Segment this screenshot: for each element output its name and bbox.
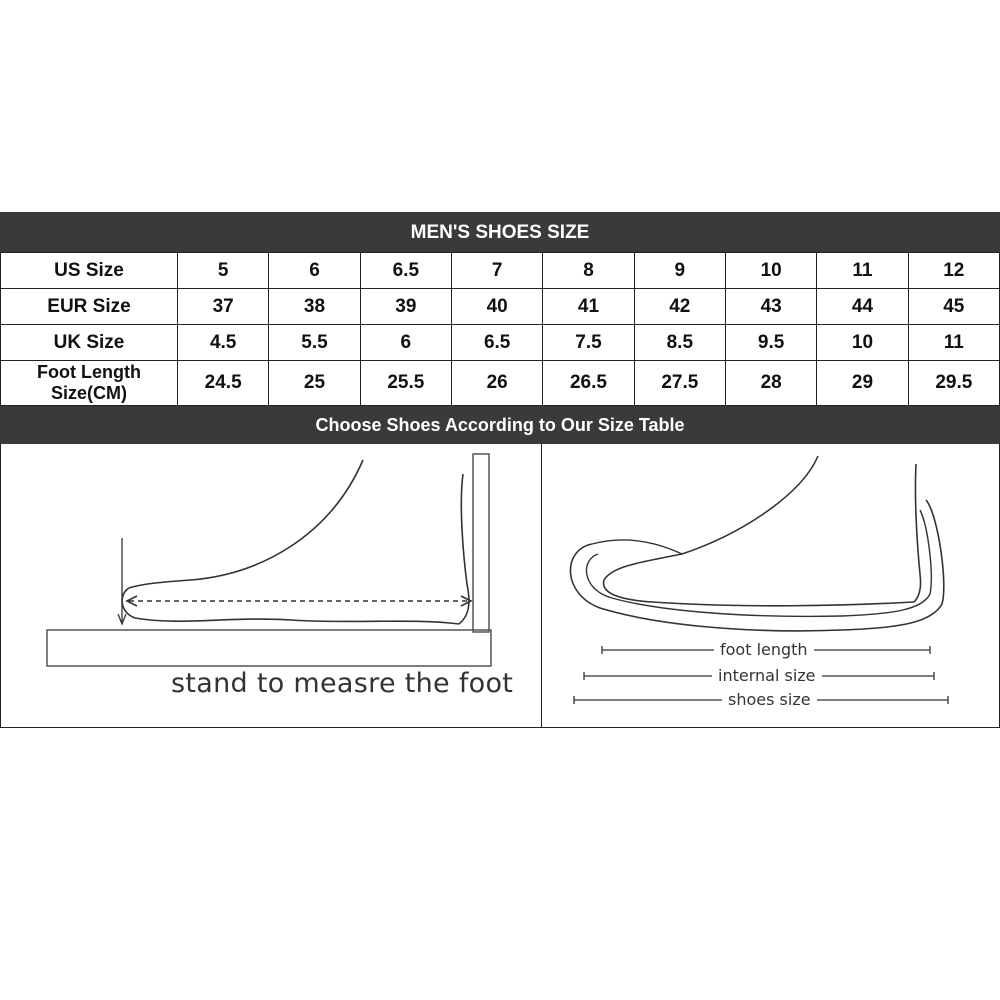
foot-length-label: foot length [714,640,814,659]
foot-in-shoe-outline [604,456,914,606]
table-cell: 43 [725,289,816,325]
chart-title: MEN'S SHOES SIZE [0,212,1000,252]
shoe-illustration [542,444,1000,728]
table-cell: 7.5 [543,325,634,361]
row-header-us: US Size [1,253,178,289]
row-header-eur: EUR Size [1,289,178,325]
table-cell: 26.5 [543,361,634,406]
table-cell: 12 [908,253,999,289]
foot-heel-outline [914,464,921,602]
row-header-foot-line2: Size(CM) [51,383,127,403]
table-cell: 29 [817,361,908,406]
size-table [0,252,1000,406]
row-header-uk: UK Size [1,325,178,361]
table-cell: 10 [725,253,816,289]
table-cell: 25.5 [360,361,451,406]
table-cell: 6.5 [360,253,451,289]
floor-board [47,630,491,666]
wall-block [473,454,489,632]
table-row-us [1,253,1000,289]
table-cell: 29.5 [908,361,999,406]
instruction-bar: Choose Shoes According to Our Size Table [0,406,1000,444]
table-cell: 27.5 [634,361,725,406]
table-cell: 9.5 [725,325,816,361]
table-cell: 37 [178,289,269,325]
table-cell: 8 [543,253,634,289]
table-cell: 38 [269,289,360,325]
table-cell: 6 [360,325,451,361]
table-cell: 11 [908,325,999,361]
table-cell: 6 [269,253,360,289]
table-row-foot-length [1,361,1000,406]
sole-outline [122,588,459,624]
table-cell: 5.5 [269,325,360,361]
table-cell: 9 [634,253,725,289]
table-cell: 40 [451,289,542,325]
table-cell: 42 [634,289,725,325]
row-header-foot-length [1,361,178,406]
table-cell: 10 [817,325,908,361]
table-cell: 4.5 [178,325,269,361]
table-cell: 26 [451,361,542,406]
table-row-uk [1,325,1000,361]
internal-size-label: internal size [712,666,822,685]
stand-caption: stand to measre the foot [171,668,514,699]
measurement-diagram [0,444,1000,728]
table-cell: 39 [360,289,451,325]
table-cell: 44 [817,289,908,325]
table-cell: 7 [451,253,542,289]
table-cell: 24.5 [178,361,269,406]
table-cell: 8.5 [634,325,725,361]
table-cell: 5 [178,253,269,289]
shoe-toe-top [592,540,682,554]
standing-foot-panel [1,444,542,728]
table-cell: 28 [725,361,816,406]
table-cell: 11 [817,253,908,289]
table-cell: 25 [269,361,360,406]
shoes-size-label: shoes size [722,690,817,709]
table-cell: 41 [543,289,634,325]
row-header-foot-line1: Foot Length [37,362,141,382]
table-cell: 6.5 [451,325,542,361]
table-cell: 45 [908,289,999,325]
table-row-eur [1,289,1000,325]
size-chart [0,212,1000,728]
shoe-measure-panel [542,444,1000,728]
foot-top-outline [129,460,363,588]
